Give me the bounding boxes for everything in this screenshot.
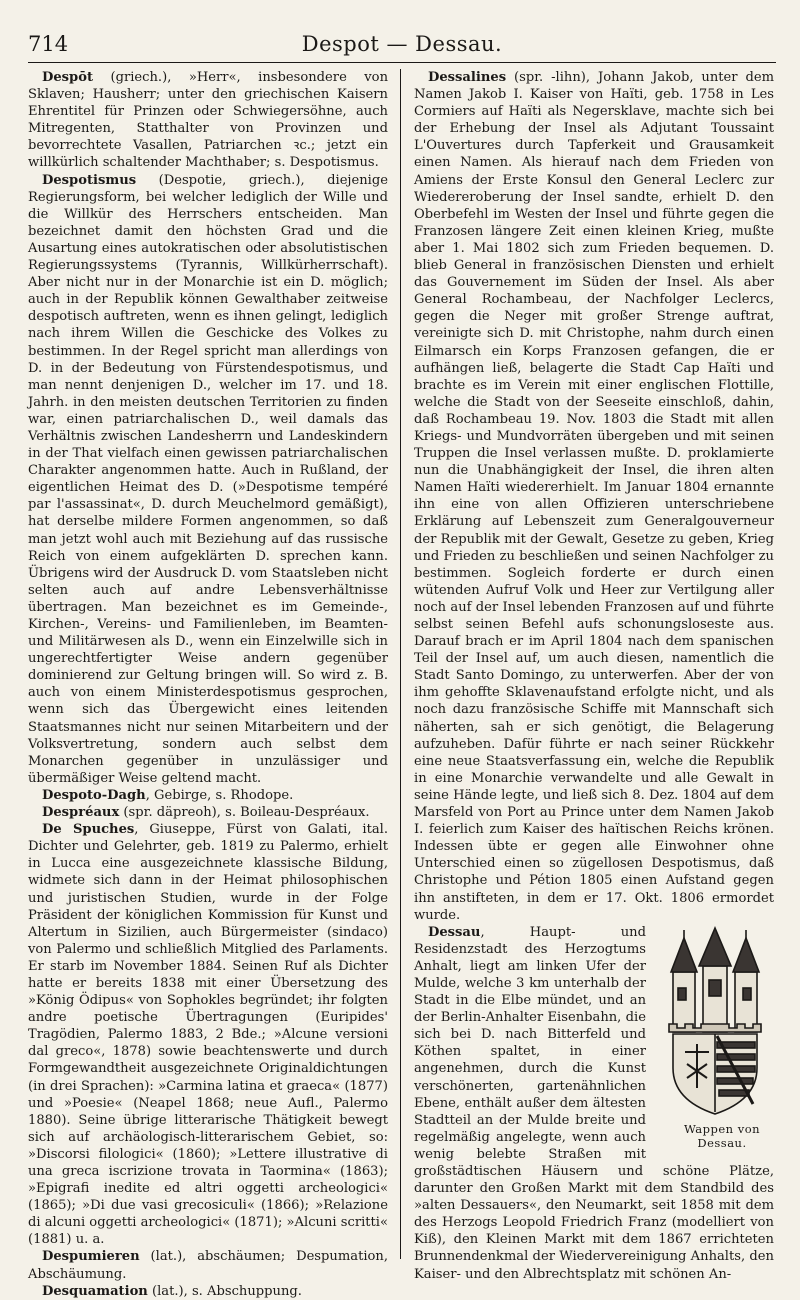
headword: Despotismus	[42, 172, 137, 188]
entry-text: , Giuseppe, Fürst von Galati, ital. Dichter und Gelehrter, geb. 1819 zu Palermo, erhielt in Lucca eine ausgezeichnete klassische Bildung, widmete sich dann in der Heimat philosophischen und juristischen Studien, wurde in der Folge Präsident der königlichen Kommission für Kunst und Altertum in Sizilien, auch Bürgermeister (sindaco) von Palermo und schließlich Mitglied des Parlaments. Er starb im November 1884. Seinen Ruf als Dichter hatte er bereits 1838 mit einer Übersetzung des »König Ödipus« von Sophokles begründet; ihr folgten andre poetische Übertragungen (Euripides' Tragödien, Palermo 1883, 2 Bde.; »Alcune versioni dal greco«, 1878) sowie beachtenswerte und durch Formgewandtheit ausgezeichnete Originaldichtungen (in drei Sprachen): »Carmina latina et graeca« (1877) und »Poesie« (Neapel 1868; neue Aufl., Palermo 1880). Seine übrige litterarische Thätigkeit bewegt sich auf archäologisch-litterarischem Gebiet, so: »Discorsi filologici« (1860); »Lettere illustrative di una greca iscrizione trovata in Taormina« (1863); »Epigrafi inedite ed altri oggetti archeologici« (1865); »Di due vasi grecosiculi« (1866); »Relazione di alcuni oggetti archeologici« (1871); »Alcuni scritti« (1881) u. a.	[28, 822, 388, 1248]
page-header	[28, 28, 776, 63]
column-divider	[400, 69, 401, 1259]
entry-text: (Despotie, griech.), diejenige Regierungsform, bei welcher lediglich der Wille und die Willkür des Herrschers entscheiden. Man bezeichnet damit den höchsten Grad und die Ausartung eines autokratischen oder absolutistischen Regierungssystems (Tyrannis, Willkürherrschaft). Aber nicht nur in der Monarchie ist ein D. möglich; auch in der Republik können Gewalthaber zeitweise despotisch auftreten, wenn es ihnen gelingt, lediglich nach ihrem Willen die Geschicke des Volkes zu bestimmen. In der Regel spricht man allerdings von D. in der Bedeutung von Fürstendespotismus, und man nennt denjenigen D., welcher im 17. und 18. Jahrh. in den meisten deutschen Territorien zu finden war, einen patriarchalischen D., weil damals das Verhältnis zwischen Landesherrn und Landeskindern in der That vielfach einen gewissen patriarchalischen Charakter angenommen hatte. Auch in Rußland, der eigentlichen Heimat des D. (»Despotisme tempéré par l'assassinat«, D. durch Meuchelmord gemäßigt), hat derselbe mildere Formen angenommen, so daß man jetzt wohl auch mit Beziehung auf das russische Reich von einem aufgeklärten D. sprechen kann. Übrigens wird der Ausdruck D. vom Staatsleben nicht selten auch auf andre Lebensverhältnisse übertragen. Man bezeichnet es im Gemeinde-, Kirchen-, Vereins- und Familienleben, im Beamten- und Militärwesen als D., wenn ein Einzelwille sich in ungerechtfertigter Weise andern gegenüber dominierend zur Geltung bringen will. So wird z. B. auch von einem Ministerdespotismus gesprochen, wenn sich das Übergewicht eines leitenden Staatsmannes nicht nur seinen Mitarbeitern und der Volksvertretung, sondern auch selbst dem Monarchen gegenüber in unzulässiger und übermäßiger Weise geltend macht.	[28, 172, 388, 786]
entry-dessalines	[414, 69, 774, 924]
headword: Despōt	[42, 70, 93, 85]
entry-text: , Haupt- und Residenzstadt des Herzogtums Anhalt, liegt am linken Ufer der Mulde, welche 3 km unterhalb der Stadt in die Elbe mündet, und an der Berlin-Anhalter Eisenbahn, die sich bei D. nach Bitterfeld und Köthen spaltet, in einer angenehmen, durch die Kunst verschönerten, gartenähnlichen Ebene, enthält außer dem ältesten Stadtteil an der Mulde breite und regelmäßig angelegte, wenn auch wenig belebte Straßen mit großstädtischen Häusern und schöne Plätze, darunter den Großen Markt mit dem Standbild des »alten Dessauers«, den Neumarkt, seit 1858 mit dem des Herzogs Leopold Friedrich Franz (modelliert von Kiß), den Kleinen Markt mit dem 1867 errichteten Brunnendenkmal der Wiedervereinigung Anhalts, den Kaiser- und den Albrechtsplatz mit schönen An-	[414, 924, 774, 1282]
entry-despot	[28, 69, 388, 172]
entry-text: , Gebirge, s. Rhodope.	[145, 787, 294, 803]
headword: Dessalines	[428, 70, 507, 85]
page-number: 714	[28, 32, 69, 56]
coat-caption-line1: Wappen von	[683, 1121, 761, 1136]
headword: Despumieren	[42, 1249, 140, 1265]
entry-text: (spr. däpreoh), s. Boileau-Despréaux.	[119, 805, 370, 821]
entry-despotismus	[28, 172, 388, 787]
coat-of-arms-icon	[663, 928, 767, 1118]
headword: Dessau	[428, 924, 481, 940]
coat-caption-line2: Dessau.	[697, 1135, 747, 1150]
entry-text: (lat.), abschäumen; Despumation, Abschäumung.	[28, 1249, 388, 1282]
entry-text: (spr. -lihn), Johann Jakob, unter dem Namen Jakob I. Kaiser von Haïti, geb. 1758 in Les Cormiers auf Haïti als Negersklave, machte sich bei der Erhebung der Insel als Adjutant Toussaint L'Ouvertures durch Tapferkeit und Grausamkeit einen Namen. Als hierauf nach dem Frieden von Amiens der Erste Konsul den General Leclerc zur Wiedereroberung der Insel sandte, erhielt D. den Oberbefehl im Westen der Insel und führte gegen die Franzosen längere Zeit einen kleinen Krieg, mußte aber 1. Mai 1802 sich zum Frieden bequemen. D. blieb General in französischen Diensten und erhielt das Gouvernement im Süden der Insel. Als aber General Rochambeau, der Nachfolger Leclercs, gegen die Neger mit großer Strenge auftrat, vereinigte sich D. mit Christophe, nahm durch einen Eilmarsch ein Korps Franzosen gefangen, die er aufhängen ließ, belagerte die Stadt Cap Haïti und brachte es im Verein mit einer englischen Flottille, welche die Stadt von der Seeseite einschloß, dahin, daß Rochambeau 19. Nov. 1803 die Stadt mit allen Kriegs- und Mundvorräten übergeben und mit seinen Truppen die Insel verlassen mußte. D. proklamierte nun die Unabhängigkeit der Insel, die ihren alten Namen Haïti wiedererhielt. Im Januar 1804 ernannte ihn eine von allen Offizieren unterschriebene Erklärung auf Lebenszeit zum Generalgouverneur der Republik mit der Gewalt, Gesetze zu geben, Krieg und Frieden zu beschließen und seinen Nachfolger zu bestimmen. Sogleich forderte er durch einen wütenden Aufruf Volk und Heer zur Vertilgung aller noch auf der Insel lebenden Franzosen auf und führte selbst seinen Befehl aufs schonungsloseste aus. Darauf brach er im April 1804 nach dem spanischen Teil der Insel auf, um auch diesen, namentlich die Stadt Santo Domingo, zu unterwerfen. Aber der von ihm gehoffte Sklavenaufstand erfolgte nicht, und als noch dazu französische Schiffe mit Mannschaft sich näherten, sah er sich genötigt, die Belagerung aufzuheben. Dafür führte er nach seiner Rückkehr eine neue Staatsverfassung ein, welche die Republik in eine Monarchie verwandelte und alle Gewalt in seine Hände legte, und ließ sich 8. Dez. 1804 auf dem Marsfeld von Port au Prince unter dem Namen Jakob I. feierlich zum Kaiser des haïtischen Reichs krönen. Indessen übte er gegen alle Einwohner ohne Unterschied einen so zügellosen Despotismus, daß Christophe und Pétion 1805 einen Aufstand gegen ihn anstifteten, in dem er 17. Okt. 1806 ermordet wurde.	[414, 70, 774, 923]
entry-despreaux	[28, 804, 388, 821]
running-title: Despot — Dessau.	[301, 32, 503, 56]
entry-despumieren	[28, 1248, 388, 1282]
dictionary-page	[28, 28, 776, 1299]
coat-of-arms-figure	[656, 928, 774, 1150]
entry-text: (griech.), »Herr«, insbesondere von Sklaven; Hausherr; unter den griechischen Kaisern Ehrentitel für Prinzen oder Schwiegersöhne, auch Mitregenten, Statthalter von Provinzen und bevorrechtete Vasallen, Patriarchen ꝛc.; jetzt ein willkürlich schaltender Machthaber; s. Despotismus.	[28, 70, 388, 171]
entry-dessau	[414, 924, 774, 1283]
headword: Despoto-Dagh	[42, 787, 146, 803]
headword: Despréaux	[42, 805, 120, 821]
text-columns	[28, 69, 776, 1299]
entry-de-spuches	[28, 821, 388, 1248]
right-column	[414, 69, 774, 1282]
entry-despoto-dagh	[28, 787, 388, 804]
left-column	[28, 69, 388, 1299]
headword: De Spuches	[42, 822, 135, 838]
headword: Desquamation	[42, 1283, 148, 1299]
entry-text: (lat.), s. Abschuppung.	[147, 1283, 302, 1299]
entry-desquamation	[28, 1283, 388, 1300]
